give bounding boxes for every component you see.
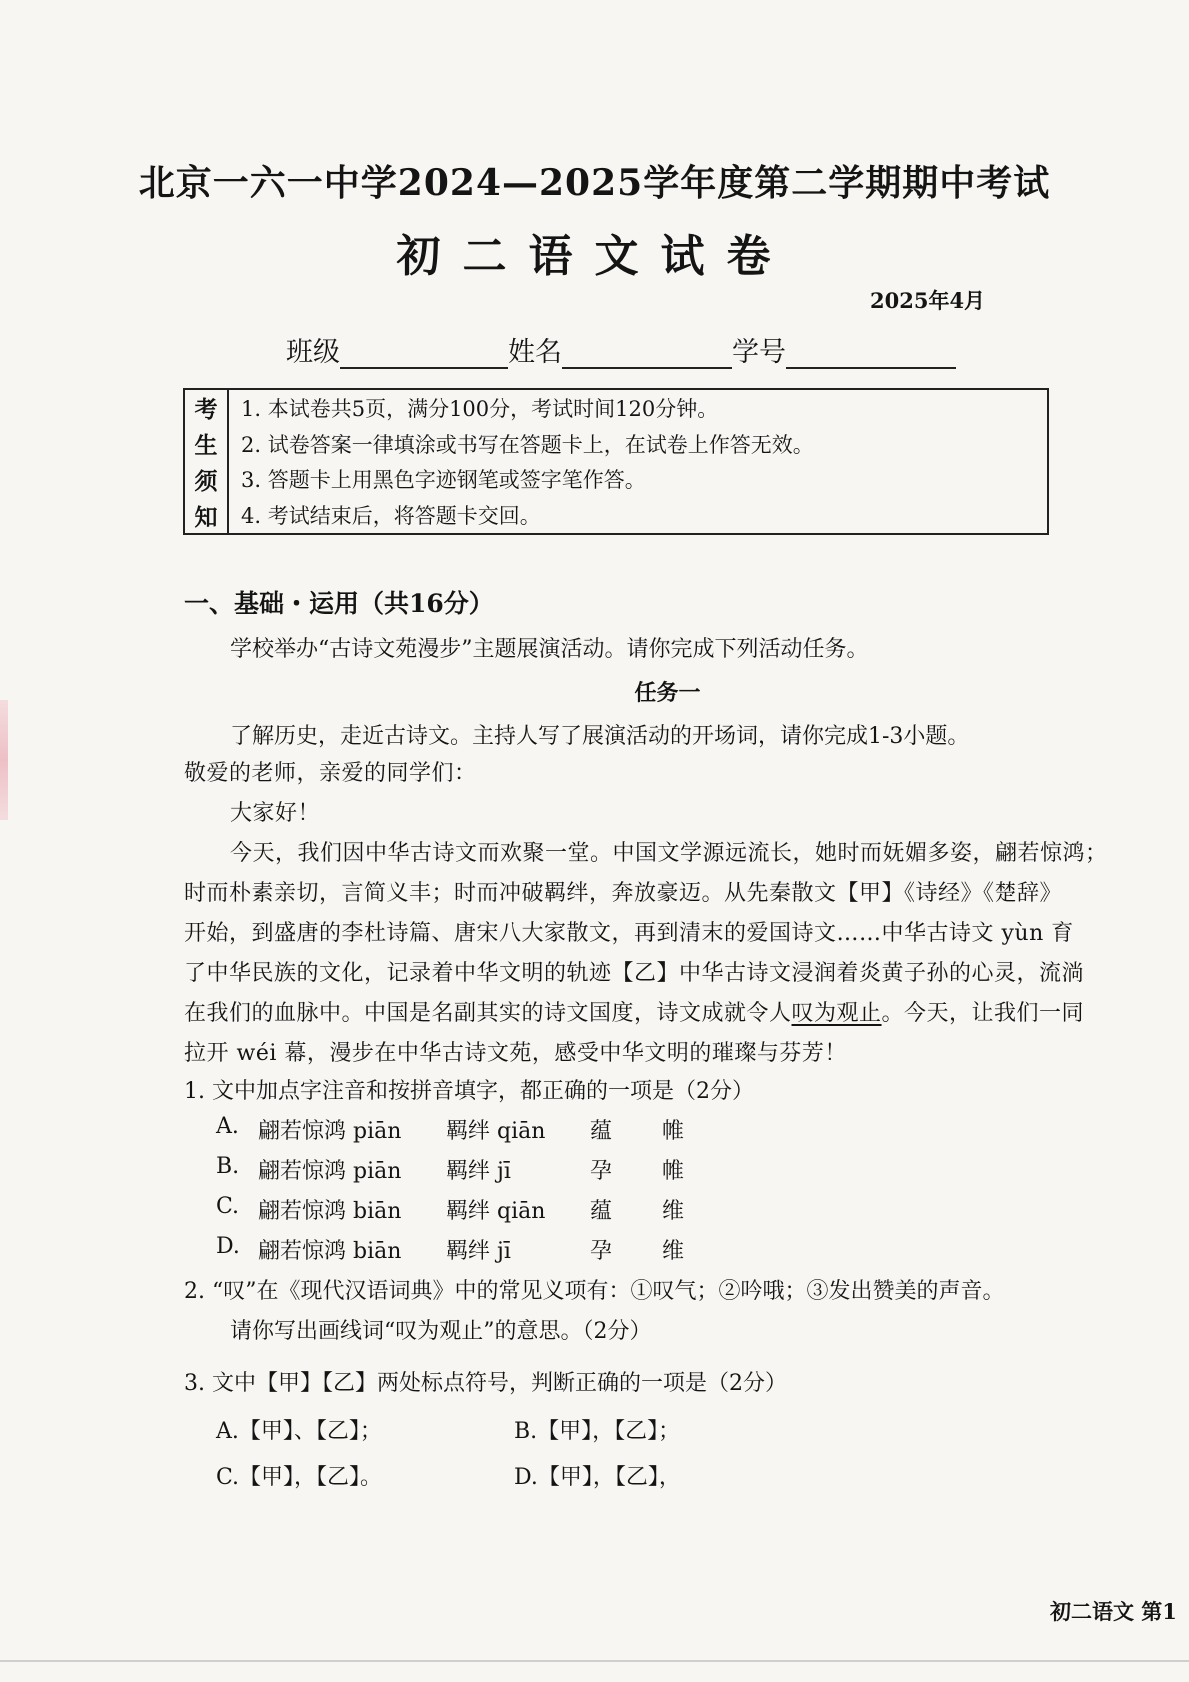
- option-word2: 羁绊 jī: [446, 1159, 511, 1184]
- option-word2: 羁绊 qiān: [446, 1119, 546, 1144]
- option-letter: B.: [216, 1154, 240, 1179]
- notice-side-char: 生: [194, 432, 218, 460]
- speech-line: 时而朴素亲切，言简义丰；时而冲破羁绊，奔放豪迈。从先秦散文【甲】《诗经》《楚辞》: [184, 881, 1063, 906]
- speech-line: 拉开 wéi 幕，漫步在中华古诗文苑，感受中华文明的璀璨与芬芳！: [184, 1041, 847, 1066]
- q2-line1: 2. “叹”在《现代汉语词典》中的常见义项有：①叹气；②吟哦；③发出赞美的声音。: [184, 1279, 1005, 1304]
- option-letter: D.: [216, 1234, 240, 1259]
- option-word1: 翩若惊鸿 biān: [258, 1199, 402, 1224]
- option-word1: 翩若惊鸿 biān: [258, 1239, 402, 1264]
- q1-option-a[interactable]: [216, 1114, 685, 1144]
- q1-option-d[interactable]: [216, 1234, 685, 1264]
- notice-side-char: 知: [194, 503, 218, 531]
- notice-side-char: 考: [194, 396, 218, 424]
- q2-line2: 请你写出画线词“叹为观止”的意思。（2分）: [230, 1319, 652, 1344]
- q1-option-c[interactable]: [216, 1194, 685, 1224]
- q1-option-b[interactable]: [216, 1154, 685, 1184]
- option-word2: 羁绊 jī: [446, 1239, 511, 1264]
- speech-text: 在我们的血脉中。中国是名副其实的诗文国度，诗文成就令人: [184, 1001, 792, 1026]
- notice-side-label: [185, 390, 229, 533]
- q3-option-a[interactable]: A.【甲】、【乙】；: [216, 1419, 382, 1444]
- q3-option-b[interactable]: B.【甲】，【乙】；: [514, 1419, 681, 1444]
- speech-line: 开始，到盛唐的李杜诗篇、唐宋八大家散文，再到清末的爱国诗文……中华古诗文 yùn 育: [184, 921, 1074, 946]
- notice-rule: 1. 本试卷共5页，满分100分，考试时间120分钟。: [241, 396, 719, 421]
- section-intro: 学校举办“古诗文苑漫步”主题展演活动。请你完成下列活动任务。: [230, 637, 869, 662]
- section-heading: 一、基础・运用（共16分）: [184, 589, 494, 618]
- notice-rule: 4. 考试结束后，将答题卡交回。: [241, 504, 541, 529]
- q1-stem: 1. 文中加点字注音和按拼音填字，都正确的一项是（2分）: [184, 1079, 754, 1104]
- option-char1: 蕴: [590, 1199, 613, 1224]
- speech-line: 今天，我们因中华古诗文而欢聚一堂。中国文学源远流长，她时而妩媚多姿，翩若惊鸿；: [230, 841, 1108, 866]
- notice-rules: [229, 390, 1047, 533]
- student-info-fields: [286, 330, 956, 369]
- page-footer: 初二语文 第1: [1050, 1599, 1177, 1624]
- class-blank[interactable]: [340, 343, 508, 369]
- scan-edge-mark: [0, 700, 8, 820]
- option-char2: 维: [662, 1239, 685, 1264]
- q3-option-c[interactable]: C.【甲】，【乙】。: [216, 1465, 383, 1490]
- option-word2: 羁绊 qiān: [446, 1199, 546, 1224]
- option-char1: 蕴: [590, 1119, 613, 1144]
- option-char2: 帷: [662, 1119, 685, 1144]
- option-letter: A.: [216, 1114, 239, 1139]
- speech-greeting: 敬爱的老师，亲爱的同学们：: [184, 761, 477, 786]
- paper-title: 初二语文试卷: [396, 231, 793, 282]
- q3-option-d[interactable]: D.【甲】，【乙】，: [514, 1465, 681, 1490]
- underlined-phrase: 叹为观止: [791, 1001, 882, 1026]
- examinee-notice-box: [183, 388, 1049, 535]
- option-char1: 孕: [590, 1159, 613, 1184]
- name-label: 姓名: [508, 337, 562, 368]
- notice-rule: 2. 试卷答案一律填涂或书写在答题卡上，在试卷上作答无效。: [241, 432, 814, 457]
- scan-bottom-line: [0, 1660, 1189, 1662]
- speech-line: [184, 996, 1084, 1027]
- q3-stem: 3. 文中【甲】【乙】两处标点符号，判断正确的一项是（2分）: [184, 1371, 787, 1396]
- option-word1: 翩若惊鸿 piān: [258, 1119, 402, 1144]
- speech-line: 了中华民族的文化，记录着中华文明的轨迹【乙】中华古诗文浸润着炎黄子孙的心灵，流淌: [184, 961, 1085, 986]
- option-letter: C.: [216, 1194, 240, 1219]
- school-exam-title: 北京一六一中学2024—2025学年度第二学期期中考试: [138, 162, 1051, 204]
- speech-text: 。今天，让我们一同: [881, 1001, 1085, 1026]
- exam-date: 2025年4月: [870, 288, 986, 313]
- class-label: 班级: [286, 337, 340, 368]
- task-description: 了解历史，走近古诗文。主持人写了展演活动的开场词，请你完成1-3小题。: [230, 724, 970, 749]
- name-blank[interactable]: [562, 343, 732, 369]
- id-label: 学号: [732, 337, 786, 368]
- option-char2: 帷: [662, 1159, 685, 1184]
- option-word1: 翩若惊鸿 piān: [258, 1159, 402, 1184]
- task-title: 任务一: [634, 680, 701, 706]
- id-blank[interactable]: [786, 343, 956, 369]
- speech-hello: 大家好！: [230, 801, 321, 826]
- option-char1: 孕: [590, 1239, 613, 1264]
- notice-rule: 3. 答题卡上用黑色字迹钢笔或签字笔作答。: [241, 468, 646, 493]
- notice-side-char: 须: [194, 467, 218, 495]
- option-char2: 维: [662, 1199, 685, 1224]
